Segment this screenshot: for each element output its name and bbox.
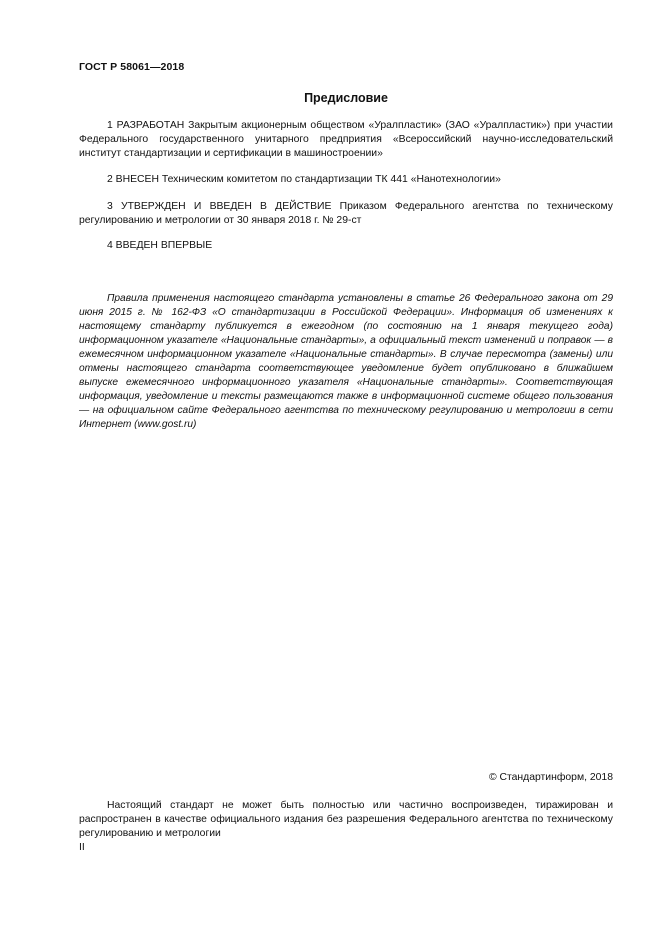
copyright-line: © Стандартинформ, 2018 bbox=[488, 772, 613, 783]
document-code: ГОСТ Р 58061—2018 bbox=[79, 61, 185, 73]
paragraph-approved: 3 УТВЕРЖДЕН И ВВЕДЕН В ДЕЙСТВИЕ Приказом Федерального агентства по техническому регулированию и метрологии от 30 января 2018 г. № 29-ст bbox=[79, 201, 613, 226]
paragraph-introduced: 4 ВВЕДЕН ВПЕРВЫЕ bbox=[107, 240, 213, 251]
section-title: Предисловие bbox=[304, 91, 388, 105]
page-number: II bbox=[79, 842, 85, 853]
application-rules-notice: Правила применения настоящего стандарта установлены в статье 26 Федерального закона от 29 июня 2015 г. № 162-ФЗ «О стандартизации в Российской Федерации». Информация об изменениях к настоящему стандарту публикуется в ежегодном (по состоянию на 1 января текущего года) информационном указателе «Национальные стандарты», а официальный текст изменений и поправок — в ежемесячном информационном указателе «Национальные стандарты». В случае пересмотра (замены) или отмены настоящего стандарта соответствующее уведомление будет опубликовано в ближайшем выпуске ежемесячного информационного указателя «Национальные стандарты». Соответствующая информация, уведомление и тексты размещаются также в информационной системе общего пользования — на официальном сайте Федерального агентства по техническому регулированию и метрологии в сети Интернет (www.gost.ru) bbox=[79, 293, 613, 430]
paragraph-developed-by: 1 РАЗРАБОТАН Закрытым акционерным обществом «Уралпластик» (ЗАО «Уралпластик») при участии Федерального государственного унитарного предприятия «Всероссийский научно-исследовательский институт стандартизации и сертификации в машиностроении» bbox=[79, 120, 613, 159]
reprint-restriction-notice: Настоящий стандарт не может быть полностью или частично воспроизведен, тиражирован и распространен в качестве официального издания без разрешения Федерального агентства по техническому регулированию и метрологии bbox=[79, 800, 613, 839]
paragraph-submitted-by: 2 ВНЕСЕН Техническим комитетом по стандартизации ТК 441 «Нанотехнологии» bbox=[107, 174, 501, 185]
